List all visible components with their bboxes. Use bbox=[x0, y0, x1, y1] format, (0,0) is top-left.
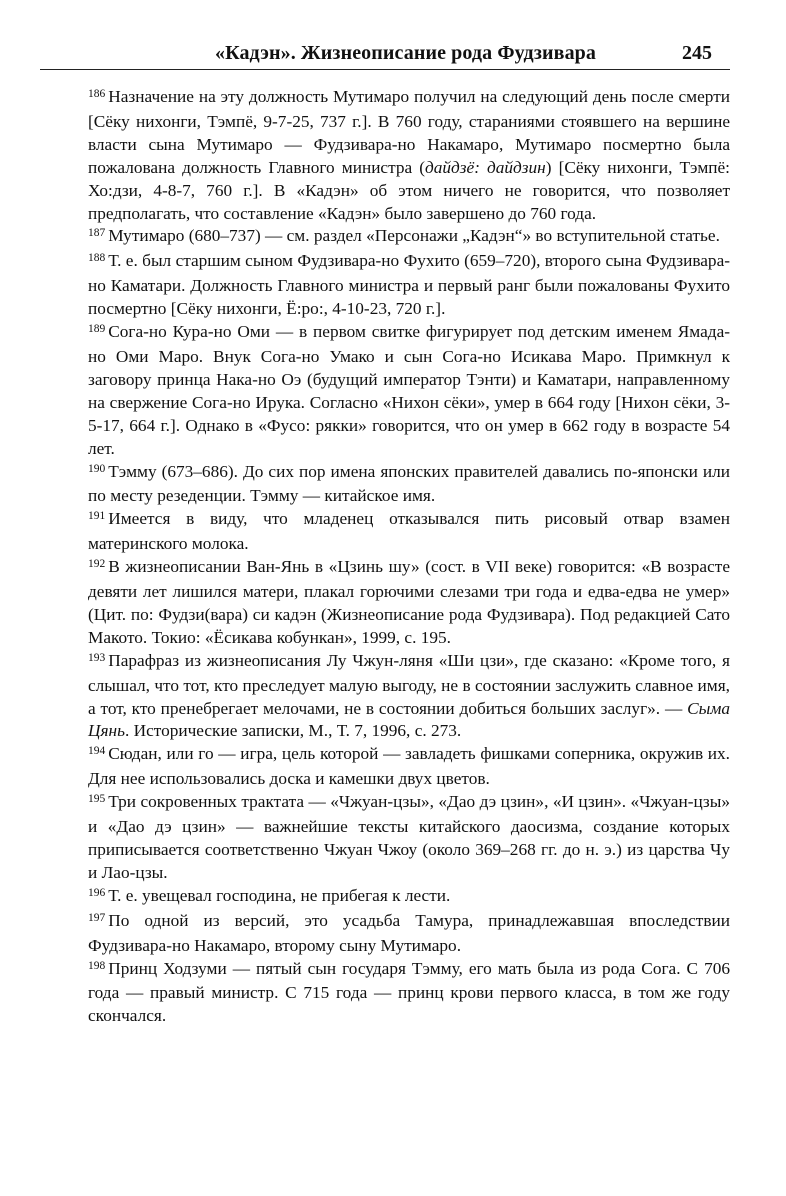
endnote-text: Мутимаро (680–737) — см. раздел «Персонажи „Кадэн“» во вступительной статье. bbox=[108, 226, 720, 246]
endnote-number: 194 bbox=[88, 745, 106, 758]
endnote-text: Сога-но Кура-но Оми — в первом свитке фигурирует под детским именем Ямада-но Оми Маро. Внук Сога-но Умако и сын Сога-но Исикава Маро. Примкнул к заговору принца Нака-но Оэ (будущий император Тэнти) и Каматари, направленному на свержение Сога-но Ирука. Согласно «Нихон сёки», умер в 664 году [Нихон сёки, 3-5-17, 664 г.]. Однако в «Фусо: рякки» говорится, что он умер в 662 году в возрасте 54 лет. bbox=[88, 322, 730, 458]
endnote bbox=[88, 225, 730, 250]
endnotes-list bbox=[88, 86, 730, 1028]
endnote-number: 186 bbox=[88, 88, 106, 100]
endnote bbox=[88, 791, 730, 885]
endnote bbox=[88, 508, 730, 556]
running-title: «Кадэн». Жизнеописание рода Фудзивара bbox=[215, 42, 596, 64]
endnote bbox=[88, 86, 730, 225]
endnote-text: Парафраз из жизнеописания Лу Чжун-ляня «Ши цзи», где сказано: «Кроме того, я слышал, что тот, кто преследует малую выгоду, не в состоянии заслужить славное имя, а тот, кто пренебрегает мелочами, не в состоянии добиться больших заслуг». — bbox=[88, 650, 730, 718]
endnote-number: 189 bbox=[88, 323, 106, 336]
endnote-text: Принц Ходзуми — пятый сын государя Тэмму, его мать была из рода Сога. С 706 года — правый министр. С 715 года — принц крови первого класса, в том же году скончался. bbox=[88, 958, 730, 1026]
page-number: 245 bbox=[682, 42, 712, 64]
endnote bbox=[88, 958, 730, 1029]
endnote-number: 195 bbox=[88, 793, 106, 806]
endnote-text: Т. е. был старшим сыном Фудзивара-но Фухито (659–720), второго сына Фудзивара-но Каматари. Должность Главного министра и первый ранг были пожалованы Фухито посмертно [Сёку нихонги, Ё:ро:, 4-10-23, 720 г.]. bbox=[88, 251, 730, 319]
endnote-number: 198 bbox=[88, 959, 106, 972]
endnote bbox=[88, 321, 730, 460]
running-head bbox=[40, 38, 730, 70]
endnote bbox=[88, 910, 730, 958]
endnote-italic-text: Сыма Цянь bbox=[88, 698, 730, 741]
endnote-number: 192 bbox=[88, 558, 106, 571]
endnote-number: 191 bbox=[88, 510, 106, 523]
endnote bbox=[88, 461, 730, 509]
endnote-text: Имеется в виду, что младенец отказывался пить рисовый отвар взамен материнского молока. bbox=[88, 509, 730, 554]
endnote-text: Т. е. увещевал господина, не прибегая к лести. bbox=[108, 885, 451, 905]
endnote-text: Три сокровенных трактата — «Чжуан-цзы», «Дао дэ цзин», «И цзин». «Чжуан-цзы» и «Дао дэ цзин» — важнейшие тексты китайского даосизма, создание которых приписывается соответственно Чжуан Чжоу (около 369–268 гг. до н. э.) из царства Чу и Лао-цзы. bbox=[88, 792, 730, 882]
endnote-number: 190 bbox=[88, 462, 106, 475]
endnote-text: ) [Сёку нихонги, Тэмпё: Хо:дзи, 4-8-7, 760 г.]. В «Кадэн» об этом ничего не говорится, что позволяет предполагать, что составление «Кадэн» было завершено до 760 года. bbox=[88, 157, 730, 223]
endnote-number: 197 bbox=[88, 911, 106, 924]
endnote-text: В жизнеописании Ван-Янь в «Цзинь шу» (сост. в VII веке) говорится: «В возрасте девяти лет лишился матери, плакал горючими слезами три года и едва-едва не умер» (Цит. по: Фудзи(вара) си кадэн (Жизнеописание рода Фудзивара). Под редакцией Сато Макото. Токио: «Ёсикава кобункан», 1999, с. 195. bbox=[88, 557, 730, 647]
endnote bbox=[88, 250, 730, 321]
endnote-number: 188 bbox=[88, 252, 106, 265]
endnote bbox=[88, 650, 730, 744]
endnote-text: Сюдан, или го — игра, цель которой — завладеть фишками соперника, окружив их. Для нее использовались доска и камешки двух цветов. bbox=[88, 744, 730, 789]
endnote-text: Назначение на эту должность Мутимаро получил на следующий день после смерти [Сёку нихонги, Тэмпё, 9-7-25, 737 г.]. В 760 году, стараниями стоявшего на вершине власти сына Мутимаро — Фудзивара-но Накамаро, Мутимаро посмертно была пожалована должность Главного министра ( bbox=[88, 87, 730, 177]
endnote-number: 187 bbox=[88, 227, 106, 240]
endnote bbox=[88, 743, 730, 791]
endnote bbox=[88, 885, 730, 910]
endnote-text: Тэмму (673–686). До сих пор имена японских правителей давались по-японски или по месту резеденции. Тэмму — китайское имя. bbox=[88, 461, 730, 506]
endnote-italic-text: дайдзё: дайдзин bbox=[425, 157, 546, 177]
endnote-number: 196 bbox=[88, 886, 106, 899]
endnote bbox=[88, 556, 730, 650]
endnote-number: 193 bbox=[88, 651, 106, 664]
endnote-text: По одной из версий, это усадьба Тамура, принадлежавшая впоследствии Фудзивара-но Накамаро, второму сыну Мутимаро. bbox=[88, 910, 730, 955]
endnote-text: . Исторические записки, М., Т. 7, 1996, с. 273. bbox=[124, 721, 462, 741]
